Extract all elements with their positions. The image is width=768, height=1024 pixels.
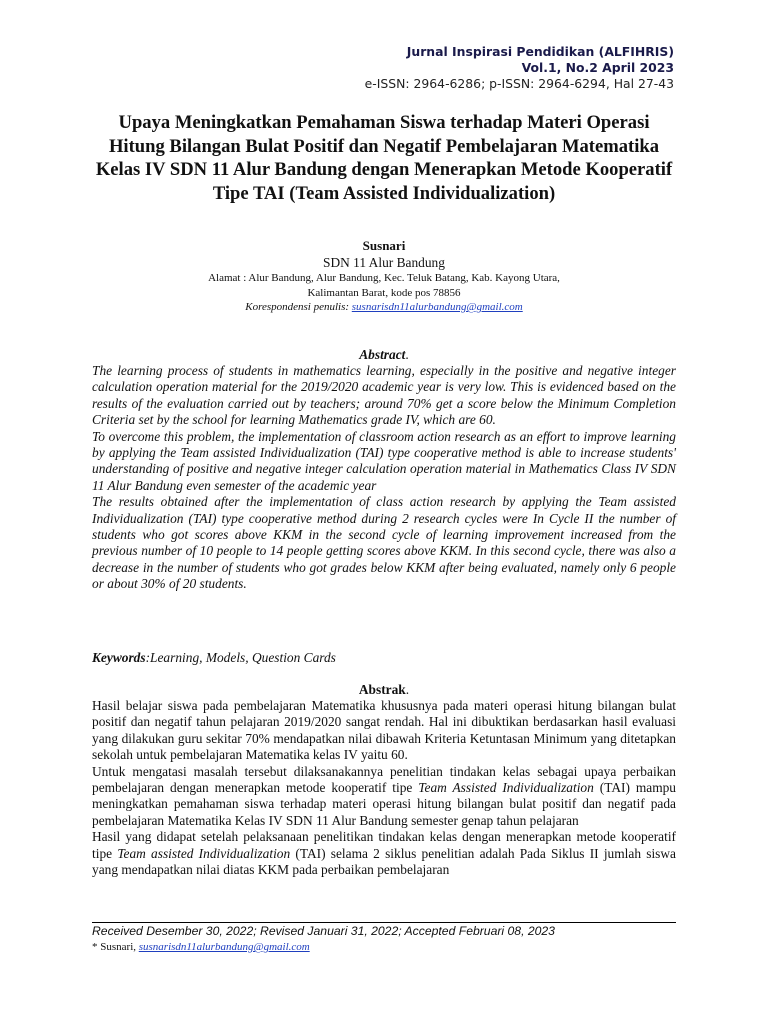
abstract-id-heading: Abstrak. [358, 682, 410, 697]
footer-divider [92, 922, 676, 923]
author-address-line1: Alamat : Alur Bandung, Alur Bandung, Kec. Teluk Batang, Kab. Kayong Utara, [208, 272, 560, 284]
abstract-en-paragraph-1: The learning process of students in mathematics learning, especially in the positive and negative integer calculation operation material for the 2019/2020 academic year is very low. This is evidenced based on the results of the evaluation carried out by teachers; around 70% get a score below the Minimum Completion Criteria set by the school for learning Mathematics grade IV, which are 60. [92, 363, 676, 428]
abstract-en-heading: Abstract. [359, 347, 409, 362]
journal-header [365, 44, 674, 92]
abstract-id-paragraph-3: Hasil yang didapat setelah pelaksanaan penelitikan tindakan kelas dengan menerapkan metode kooperatif tipe Team assisted Individualization (TAI) selama 2 siklus penelitian adalah Pada Siklus II jumlah siswa yang mendapatkan nilai diatas KKM pada perbaikan pembelajaran [92, 829, 676, 878]
keywords-text: :Learning, Models, Question Cards [145, 650, 336, 665]
journal-name: Jurnal Inspirasi Pendidikan (ALFIHRIS) [406, 44, 674, 59]
correspondence-label: Korespondensi penulis: [245, 301, 352, 313]
abstract-en-paragraph-3: The results obtained after the implementation of class action research by applying the Team assisted Individualization (TAI) type cooperative method during 2 research cycles were In Cycle II the number of students who got scores above KKM in the second cycle of learning improvement increased from the previous number of 10 people to 14 people getting scores above KKM. In this second cycle, there was also a decrease in the number of students who got grades below KKM after being evaluated, namely only 6 people or about 30% of 20 students. [92, 494, 676, 592]
abstract-en-paragraph-2: To overcome this problem, the implementation of classroom action research as an effort to improve learning by applying the Team assisted Individualization (TAI) type cooperative method is able to increase students' understanding of positive and negative integer calculation operation material in Mathematics Class IV SDN 11 Alur Bandung even semester of the academic year [92, 428, 676, 493]
abstract-id-paragraph-1: Hasil belajar siswa pada pembelajaran Matematika khususnya pada materi operasi hitung bilangan bulat positif dan negatif tahun pelajaran 2019/2020 sangat rendah. Hal ini dibuktikan berdasarkan hasil evaluasi yang dilakukan guru sekitar 70% mendapatkan nilai dibawah Kriteria Ketuntasan Minimum yang ditetapkan sekolah untuk pembelajaran Matematika kelas IV yaitu 60. [92, 698, 676, 763]
abstract-en-body [92, 363, 676, 593]
journal-issn: e-ISSN: 2964-6286; p-ISSN: 2964-6294, Hal 27-43 [364, 76, 674, 91]
paper-title: Upaya Meningkatkan Pemahaman Siswa terhadap Materi Operasi Hitung Bilangan Bulat Positif dan Negatif Pembelajaran Matematika Kelas IV SDN 11 Alur Bandung dengan Menerapkan Metode Kooperatif Tipe TAI (Team Assisted Individualization) [95, 112, 673, 204]
author-footnote [92, 940, 310, 954]
author-name: Susnari [362, 238, 406, 253]
author-block [92, 237, 676, 315]
journal-volume: Vol.1, No.2 April 2023 [521, 60, 674, 75]
author-address-line2: Kalimantan Barat, kode pos 78856 [307, 286, 461, 299]
footnote-label: * Susnari, [92, 941, 139, 953]
correspondence [92, 300, 676, 315]
abstract-id-paragraph-2: Untuk mengatasi masalah tersebut dilaksanakannya penelitian tindakan kelas sebagai upaya perbaikan pembelajaran dengan menerapkan metode kooperatif tipe Team Assisted Individualization (TAI) mampu meningkatkan pemahaman siswa terhadap materi operasi hitung bilangan bulat positif dan negatif pada pembelajaran Matematika Kelas IV SDN 11 Alur Bandung semester genap tahun pelajaran [92, 763, 676, 828]
keywords-label: Keywords [92, 650, 146, 665]
received-dates: Received Desember 30, 2022; Revised Januari 31, 2022; Accepted Februari 08, 2023 [92, 924, 555, 938]
correspondence-email-link[interactable]: susnarisdn11alurbandung@gmail.com [351, 301, 523, 313]
abstract-id-body [92, 698, 676, 878]
footnote-email-link[interactable]: susnarisdn11alurbandung@gmail.com [138, 941, 310, 953]
author-affiliation: SDN 11 Alur Bandung [323, 255, 445, 270]
keywords [92, 650, 676, 666]
